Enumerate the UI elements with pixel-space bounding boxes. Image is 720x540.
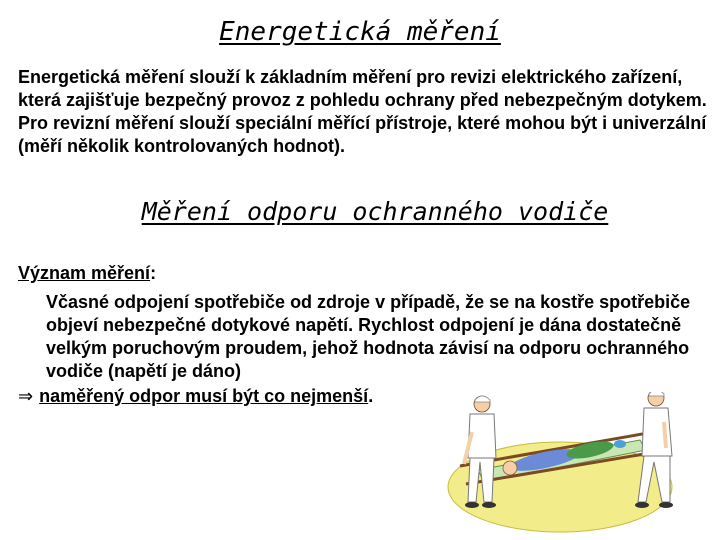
implies-arrow-icon: ⇒ [18,386,34,406]
conclusion-period: . [368,386,374,406]
conclusion-text: naměřený odpor musí být co nejmenší [39,386,369,406]
meaning-body: Včasné odpojení spotřebiče od zdroje v případě, že se na kostře spotřebiče objeví nebezpečné dotykové napětí. Rychlost odpojení je dána dostatečně velkým poruchovým proudem, jehož hodnota závisí na odporu ochranného vodiče (napětí je dáno) [46,292,691,381]
intro-paragraph-2: Pro revizní měření slouží speciální měřící přístroje, které mohou být i univerzální (měří několik kontrolovaných hodnot). [18,113,707,156]
intro-text [18,66,708,158]
intro-paragraph-1: Energetická měření slouží k základním měření pro revizi elektrického zařízení, která zajišťuje bezpečný provoz z pohledu ochrany před nebezpečným dotykem. [18,67,707,110]
meaning-heading [18,262,708,285]
meaning-label: Význam měření [18,263,151,283]
page-title: Energetická měření [219,17,501,47]
meaning-colon: : [150,263,157,283]
stretcher-clipart [440,392,710,537]
meaning-section [18,262,708,408]
section-heading: Měření odporu ochranného vodiče [141,197,609,226]
